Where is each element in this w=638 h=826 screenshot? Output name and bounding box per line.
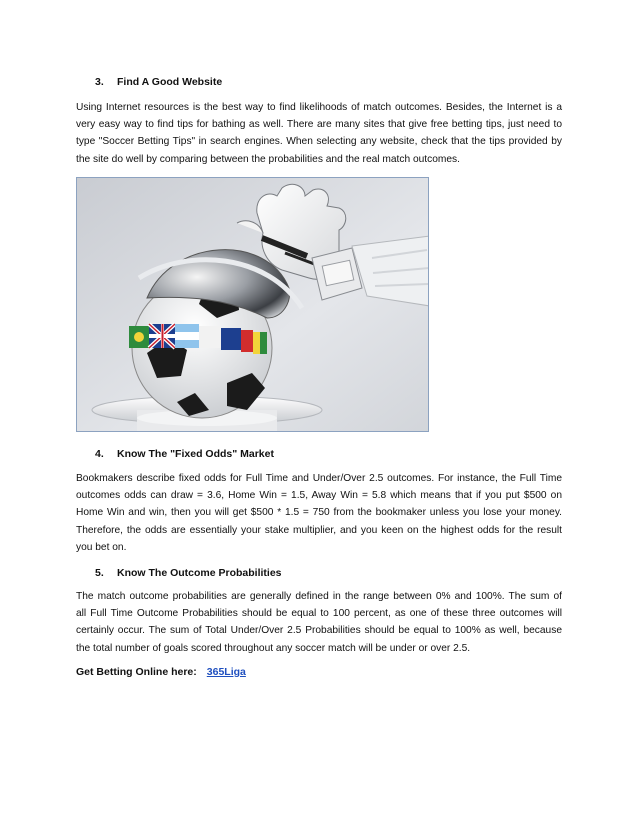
365liga-link[interactable]: 365Liga — [206, 666, 246, 678]
soccer-ball-cloche-photo — [76, 177, 429, 432]
section-heading-4 — [95, 448, 274, 460]
paragraph-line: very easy way to find tips for bathing as well. There are many sites that give free betting tips, just need to — [76, 119, 562, 131]
paragraph-line: Using Internet resources is the best way to find likelihoods of match outcomes. Besides, the Internet is a — [76, 102, 562, 113]
paragraph-line: Bookmakers describe fixed odds for Full Time and Under/Over 2.5 outcomes. For instance, the Full Time — [76, 473, 562, 484]
paragraph-line: Therefore, the odds are essentially your stake multiplier, and you keen on the highest odds for the result — [76, 524, 562, 536]
get-betting-label: Get Betting Online here: — [76, 666, 197, 678]
section-number: 5. — [95, 567, 104, 579]
section-heading-3 — [95, 76, 222, 88]
get-betting-line — [76, 666, 246, 678]
paragraph-line: all Full Time Outcome Probabilities should be equal to 100 percent, as one of these three outcomes will — [76, 608, 562, 620]
paragraph-line: you bet on. — [76, 541, 127, 553]
paragraph-line: outcomes odds can draw = 3.6, Home Win = 1.5, Away Win = 5.8 which means that if you put $500 on — [76, 490, 562, 502]
paragraph-line: certainly occur. The sum of Total Under/Over 2.5 Probabilities should be equal to 100% as well, because — [76, 625, 562, 637]
section-5-paragraph — [76, 588, 562, 657]
paragraph-line: the total number of goals scored throughout any soccer match will be under or over 2.5. — [76, 642, 471, 654]
section-number: 4. — [95, 448, 104, 460]
section-number: 3. — [95, 76, 104, 88]
paragraph-line: Home Win and win, then you will get $500 * 1.5 = 750 from the bookmaker unless you lose your money. — [76, 507, 562, 519]
section-title: Know The Outcome Probabilities — [117, 567, 282, 579]
section-title: Know The "Fixed Odds" Market — [117, 448, 274, 460]
section-3-paragraph — [76, 99, 562, 168]
paragraph-line: type "Soccer Betting Tips" in search engines. When selecting any website, check that the tips provided by — [76, 136, 562, 148]
section-title: Find A Good Website — [117, 76, 223, 88]
section-4-paragraph — [76, 470, 562, 556]
section-heading-5 — [95, 567, 282, 579]
paragraph-line: the site do well by comparing between the probabilities and the real match outcomes. — [76, 153, 460, 165]
paragraph-line: The match outcome probabilities are generally defined in the range between 0% and 100%. The sum of — [76, 591, 562, 602]
